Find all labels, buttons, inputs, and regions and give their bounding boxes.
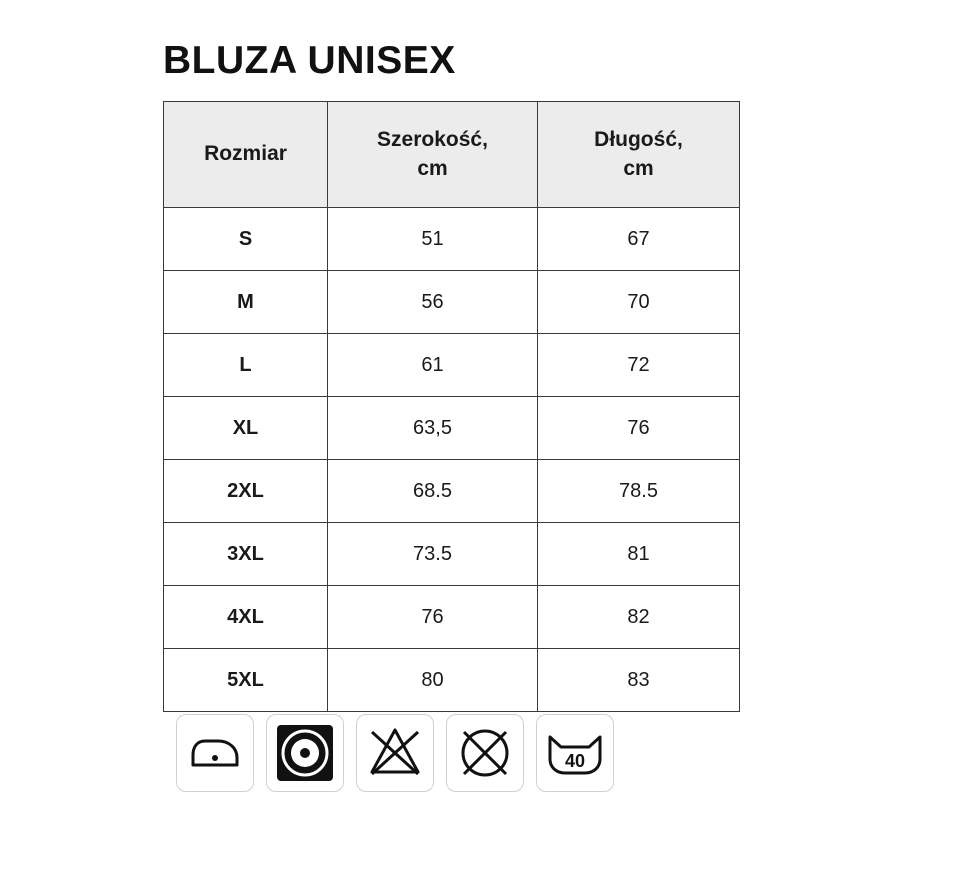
- table-row: [164, 649, 740, 712]
- cell-length: 82: [538, 586, 740, 649]
- table-row: [164, 208, 740, 271]
- cell-length: 76: [538, 397, 740, 460]
- cell-width: 63,5: [328, 397, 538, 460]
- table-row: [164, 523, 740, 586]
- cell-length: 67: [538, 208, 740, 271]
- column-header-size-line1: Rozmiar: [204, 142, 287, 166]
- cell-size: L: [164, 334, 328, 397]
- cell-width: 56: [328, 271, 538, 334]
- table-row: [164, 586, 740, 649]
- cell-width: 51: [328, 208, 538, 271]
- table-row: [164, 271, 740, 334]
- cell-length: 81: [538, 523, 740, 586]
- column-header-width-line2: cm: [417, 156, 448, 180]
- size-table: [163, 101, 740, 712]
- tumble-dry-normal-icon: [266, 714, 344, 792]
- table-body: [164, 208, 740, 712]
- table-header: [164, 102, 740, 208]
- cell-width: 61: [328, 334, 538, 397]
- cell-length: 83: [538, 649, 740, 712]
- cell-size: M: [164, 271, 328, 334]
- cell-width: 80: [328, 649, 538, 712]
- page-title: BLUZA UNISEX: [163, 39, 456, 82]
- wash-40-degrees-icon: [536, 714, 614, 792]
- cell-size: 3XL: [164, 523, 328, 586]
- table-row: [164, 334, 740, 397]
- cell-size: XL: [164, 397, 328, 460]
- table-row: [164, 397, 740, 460]
- column-header-size: [164, 102, 328, 208]
- table-row: [164, 460, 740, 523]
- column-header-length: [538, 102, 740, 208]
- iron-low-temperature-icon: [176, 714, 254, 792]
- do-not-dry-clean-icon: [446, 714, 524, 792]
- column-header-width: [328, 102, 538, 208]
- cell-size: S: [164, 208, 328, 271]
- cell-width: 76: [328, 586, 538, 649]
- table-header-row: [164, 102, 740, 208]
- cell-size: 5XL: [164, 649, 328, 712]
- svg-text:40: 40: [564, 751, 586, 771]
- cell-length: 70: [538, 271, 740, 334]
- column-header-length-line1: Długość,: [594, 128, 683, 152]
- cell-width: 68.5: [328, 460, 538, 523]
- cell-width: 73.5: [328, 523, 538, 586]
- do-not-bleach-icon: [356, 714, 434, 792]
- column-header-length-line2: cm: [623, 156, 654, 180]
- care-instructions: [176, 714, 614, 792]
- cell-size: 2XL: [164, 460, 328, 523]
- cell-length: 72: [538, 334, 740, 397]
- cell-size: 4XL: [164, 586, 328, 649]
- column-header-width-line1: Szerokość,: [377, 128, 488, 152]
- cell-length: 78.5: [538, 460, 740, 523]
